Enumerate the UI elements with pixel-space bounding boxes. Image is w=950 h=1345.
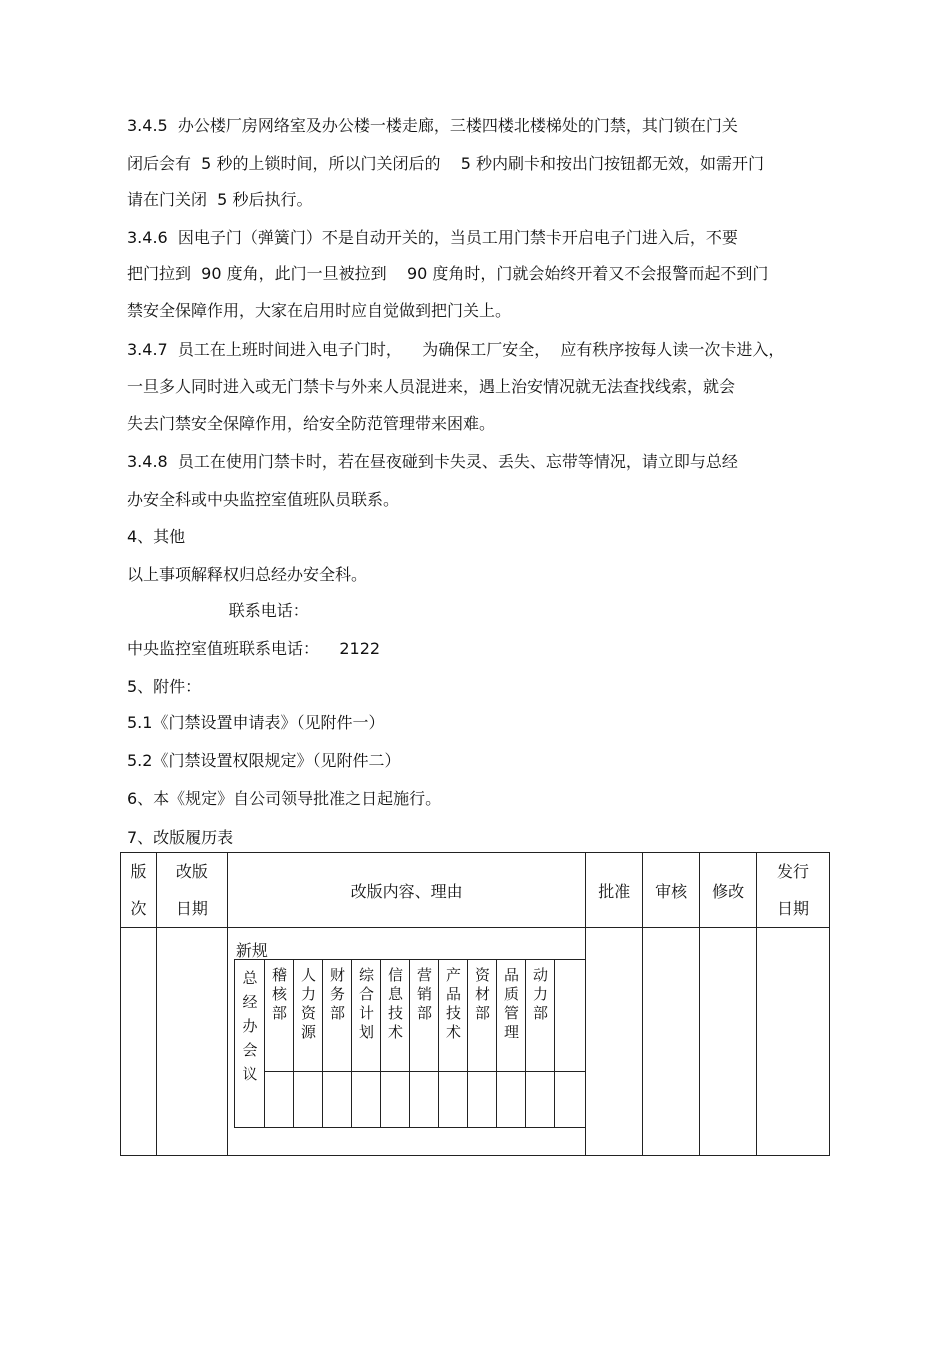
attachment-item: 5.1《门禁设置申请表》（见附件一）: [127, 713, 385, 732]
signature-cell: [555, 1072, 586, 1128]
header-issue-date: 发行日期: [757, 853, 830, 928]
signature-cell: [410, 1072, 439, 1128]
dept-cell: 资材部: [468, 960, 497, 1072]
contact-phone: 中央监控室值班联系电话： 2122: [127, 639, 381, 658]
signature-cell: [439, 1072, 468, 1128]
paragraph-line: 禁安全保障作用，大家在启用时应自觉做到把门关上。: [127, 301, 512, 320]
section-heading: 6、本《规定》自公司领导批准之日起施行。: [127, 789, 442, 808]
dept-cell: 产品技术: [439, 960, 468, 1072]
paragraph-line: 一旦多人同时进入或无门禁卡与外来人员混进来，遇上治安情况就无法查找线索，就会: [127, 377, 736, 396]
header-revise-date: 改版日期: [156, 853, 227, 928]
paragraph-line: 3.4.7 员工在上班时间进入电子门时， 为确保工厂安全， 应有秩序按每人读一次卡进入，: [127, 340, 785, 359]
contact-label: 联系电话：: [127, 601, 309, 620]
paragraph-line: 3.4.6 因电子门（弹簧门）不是自动开关的，当员工用门禁卡开启电子门进入后，不要: [127, 228, 738, 247]
paragraph-line: 请在门关闭 5 秒后执行。: [127, 190, 313, 209]
dept-cell: 营销部: [410, 960, 439, 1072]
dept-cell-empty: [555, 960, 586, 1072]
paragraph-line: 3.4.8 员工在使用门禁卡时，若在昼夜碰到卡失灵、丢失、忘带等情况，请立即与总经: [127, 452, 738, 471]
dept-name-row: [235, 960, 586, 1072]
signature-cell: [352, 1072, 381, 1128]
dept-cell: 综合计划: [352, 960, 381, 1072]
header-review: 审核: [643, 853, 700, 928]
dept-cell: 总经办会议: [235, 960, 265, 1128]
signature-cell: [265, 1072, 294, 1128]
header-content: 改版内容、理由: [227, 853, 585, 928]
paragraph-line: 以上事项解释权归总经办安全科。: [127, 565, 368, 584]
dept-cell: 品质管理: [497, 960, 526, 1072]
dept-cell: 稽核部: [265, 960, 294, 1072]
attachment-item: 5.2《门禁设置权限规定》（见附件二）: [127, 751, 401, 770]
section-heading: 5、附件：: [127, 677, 202, 696]
dept-cell: 信息技术: [381, 960, 410, 1072]
cell-version: [121, 928, 157, 1156]
paragraph-line: 闭后会有 5 秒的上锁时间，所以门关闭后的 5 秒内刷卡和按出门按钮都无效，如需开门: [127, 154, 765, 173]
signature-cell: [468, 1072, 497, 1128]
department-signoff-table: [234, 959, 586, 1128]
cell-approve: [586, 928, 643, 1156]
paragraph-line: 办安全科或中央监控室值班队员联系。: [127, 490, 400, 509]
paragraph-line: 把门拉到 90 度角，此门一旦被拉到 90 度角时，门就会始终开着又不会报警而起不到门: [127, 264, 769, 283]
table-header-row: [121, 853, 830, 928]
signature-cell: [526, 1072, 555, 1128]
cell-modify: [700, 928, 757, 1156]
header-version: 版次: [121, 853, 157, 928]
cell-revise-date: [156, 928, 227, 1156]
section-heading: 7、改版履历表: [127, 828, 234, 847]
signature-cell: [497, 1072, 526, 1128]
dept-cell: 财务部: [323, 960, 352, 1072]
paragraph-line: 失去门禁安全保障作用，给安全防范管理带来困难。: [127, 414, 496, 433]
section-heading: 4、其他: [127, 527, 186, 546]
dept-cell: 人力资源: [294, 960, 323, 1072]
signature-cell: [323, 1072, 352, 1128]
content-title: 新规: [235, 941, 268, 960]
cell-review: [643, 928, 700, 1156]
dept-cell: 动力部: [526, 960, 555, 1072]
paragraph-line: 3.4.5 办公楼厂房网络室及办公楼一楼走廊，三楼四楼北楼梯处的门禁，其门锁在门关: [127, 116, 738, 135]
signature-cell: [294, 1072, 323, 1128]
header-modify: 修改: [700, 853, 757, 928]
signature-row: [235, 1072, 586, 1128]
header-approve: 批准: [586, 853, 643, 928]
cell-issue-date: [757, 928, 830, 1156]
signature-cell: [381, 1072, 410, 1128]
